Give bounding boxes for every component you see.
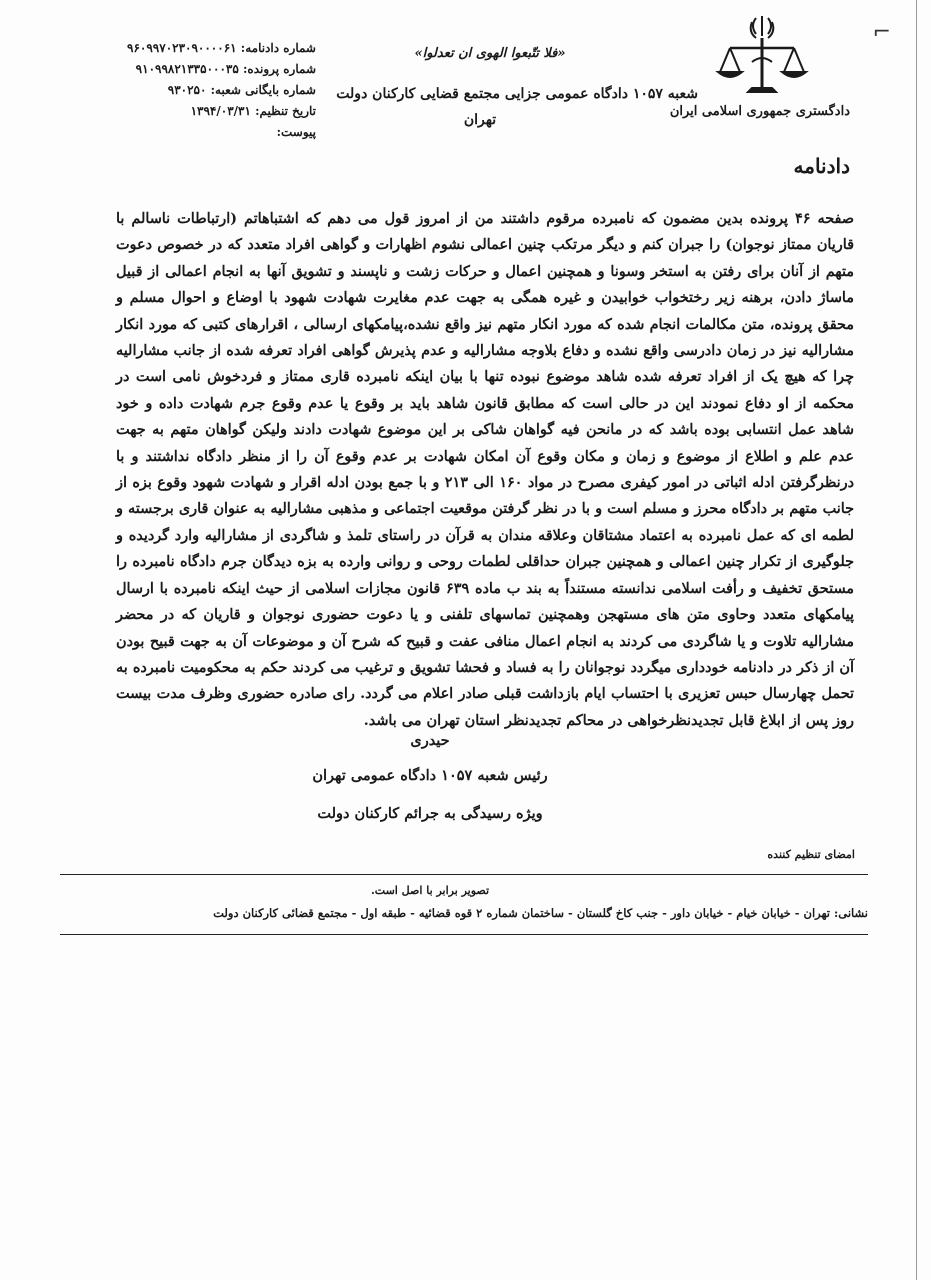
preparer-signature-label: امضای تنظیم کننده <box>767 848 855 861</box>
court-address: نشانی: تهران - خیابان خیام - خیابان داور - جنب کاخ گلستان - ساختمان شماره ۲ قوه قضائیه - طبقه اول - مجتمع قضائی کارکنان دولت <box>213 906 868 920</box>
judge-name: حیدری <box>410 732 450 749</box>
archive-number: شماره بایگانی شعبه: ۹۳۰۲۵۰ <box>167 83 316 97</box>
org-name: دادگستری جمهوری اسلامی ایران <box>669 104 850 119</box>
judge-role: رئیس شعبه ۱۰۵۷ دادگاه عمومی تهران <box>312 767 548 784</box>
case-metadata <box>96 38 316 143</box>
footer-divider-bottom <box>60 934 868 935</box>
issue-date: تاریخ تنظیم: ۱۳۹۴/۰۳/۳۱ <box>190 104 316 118</box>
footer-divider-top <box>60 874 868 875</box>
scan-edge-line <box>916 0 917 1280</box>
copy-certification: تصویر برابر با اصل است. <box>370 884 490 897</box>
case-number: شماره پرونده: ۹۱۰۹۹۸۲۱۳۳۵۰۰۰۳۵ <box>135 62 316 76</box>
judiciary-emblem-icon <box>712 12 812 104</box>
verdict-number: شماره دادنامه: ۹۶۰۹۹۷۰۲۳۰۹۰۰۰۰۶۱ <box>127 41 316 55</box>
attachment: پیوست: <box>276 125 316 139</box>
document-title: دادنامه <box>793 154 850 178</box>
court-city: تهران <box>463 112 497 128</box>
judge-department: ویژه رسیدگی به جرائم کارکنان دولت <box>317 805 543 822</box>
scan-corner-mark: ⌐ <box>872 20 891 45</box>
court-title: شعبه ۱۰۵۷ دادگاه عمومی جزایی مجتمع قضایی کارکنان دولت <box>336 86 698 102</box>
motto: «فلا تتّبعوا الهوی ان تعدلوا» <box>414 46 566 61</box>
verdict-body: صفحه ۴۶ پرونده بدین مضمون که نامبرده مرقوم داشتند من از امروز قول می دهم که اشتباهاتم (ارتباطات ناسالم با قاریان ممتاز نوجوان) را جبران کنم و دیگر مرتکب چنین اعمالی نشوم اظهارات و گواهی افراد متعدد که در خصوص دعوت متهم از آنان برای رفتن به استخر وسونا و همچنین اعمال و حرکات زشت و ناپسند و تشویق آنها به انجام اعمالی از قبیل ماساژ دادن، برهنه زیر رختخواب خوابیدن و غیره همگی به جهت عدم مغایرت شهادت شهود با اوضاع و احوال مسلم و محقق پرونده، متن مکالمات انجام شده که مورد انکار متهم نیز واقع نشده،پیامکهای ارسالی ، اقرارهای کتبی که مورد انکار مشارالیه نیز در زمان دادرسی واقع نشده و دفاع بلاوجه مشارالیه و عدم پذیرش گواهی افراد تعرفه شده از جانب مشارالیه چرا که هیچ یک از افراد تعرفه شده شاهد موضوع نبوده تنها با بیان اینکه نامبرده قاری ممتاز و فردخوش نامی است در محکمه از او دفاع نمودند این در حالی است که مطابق قانون شاهد باید بر وقوع یا عدم وقوع جرم شهادت داده و خود شاهد عمل انتسابی بوده باشد که در مانحن فیه گواهان شاکی بر این موضوع شهادت دادند ولیکن گواهان متهم به جهت عدم علم و اطلاع از موضوع و زمان و مکان وقوع آن امکان شهادت بر عدم وقوع آن را از منظر دادگاه نداشتند و با درنظرگرفتن ادله اثباتی در امور کیفری مصرح در مواد ۱۶۰ الی ۲۱۳ و با جمع بودن ادله اقرار و شهادت شهود وقوع بزه از جانب متهم بر دادگاه محرز و مسلم است و با در نظر گرفتن موقعیت اجتماعی و مذهبی مشارالیه به عنوان قاری برجسته و لطمه ای که عمل نامبرده به اعتماد مشتاقان وعلاقه مندان به قرآن در راستای تلمذ و شاگردی از مشارالیه وارد گردیده و جلوگیری از تکرار چنین اعمالی و همچنین جبران حداقلی لطمات روحی و روانی وارده به بزه دیدگان جرم دادگاه نامبرده را مستحق تخفیف و رأفت اسلامی ندانسته مستنداً به بند ب ماده ۶۳۹ قانون مجازات اسلامی از حیث اینکه نامبرده با ارسال پیامکهای متعدد وحاوی متن های مستهجن وهمچنین تماسهای تلفنی و یا دعوت حضوری نوجوان و قاریان که در محضر مشارالیه تلاوت و یا شاگردی می کردند به انجام اعمال منافی عفت و قبیح که شرح آن و موضوعات آن به جهت قبیح بودن آن از ذکر در دادنامه خودداری میگردد نوجوانان را به فساد و فحشا تشویق و ترغیب می کردند حکم به محکومیت نامبرده به تحمل چهارسال حبس تعزیری با احتساب ایام بازداشت قبلی صادر اعلام می گردد. رای صادره حضوری وظرف مدت بیست روز پس از ابلاغ قابل تجدیدنظرخواهی در محاکم تجدیدنظر استان تهران می باشد. <box>116 210 855 729</box>
